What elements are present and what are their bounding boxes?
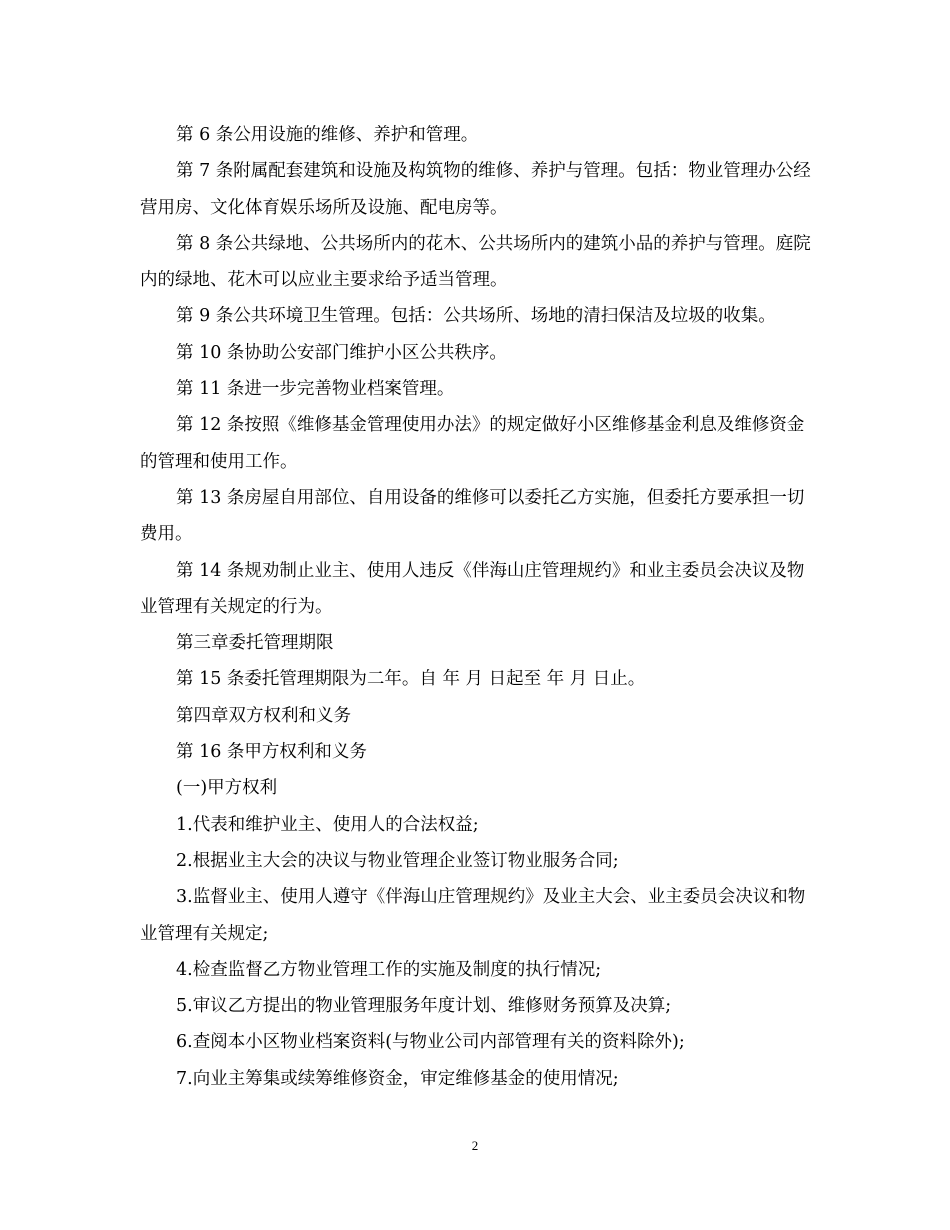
list-item-5: 5.审议乙方提出的物业管理服务年度计划、维修财务预算及决算; <box>176 996 672 1017</box>
paragraph-article-10: 第 10 条协助公安部门维护小区公共秩序。 <box>176 342 507 363</box>
page-number: 2 <box>471 1138 479 1153</box>
list-item-4: 4.检查监督乙方物业管理工作的实施及制度的执行情况; <box>176 959 602 980</box>
paragraph-article-9: 第 9 条公共环境卫生管理。包括：公共场所、场地的清扫保洁及垃圾的收集。 <box>176 306 776 327</box>
section-heading-party-a-rights: (一)甲方权利 <box>176 778 278 799</box>
paragraph-article-11: 第 11 条进一步完善物业档案管理。 <box>176 379 455 400</box>
list-item-2: 2.根据业主大会的决议与物业管理企业签订物业服务合同; <box>176 850 619 871</box>
paragraph-article-7: 第 7 条附属配套建筑和设施及构筑物的维修、养护与管理。包括：物业管理办公经营用房、文化体育娱乐场所及设施、配电房等。 <box>140 161 811 218</box>
paragraph-article-13: 第 13 条房屋自用部位、自用设备的维修可以委托乙方实施，但委托方要承担一切费用。 <box>140 487 805 545</box>
list-item-6: 6.查阅本小区物业档案资料(与物业公司内部管理有关的资料除外); <box>176 1032 685 1053</box>
document-body <box>140 117 812 1097</box>
paragraph-article-16: 第 16 条甲方权利和义务 <box>176 742 367 763</box>
paragraph-article-14: 第 14 条规劝制止业主、使用人违反《伴海山庄管理规约》和业主委员会决议及物业管理有关规定的行为。 <box>140 560 805 617</box>
paragraph-article-15: 第 15 条委托管理期限为二年。自 年 月 日起至 年 月 日止。 <box>176 669 646 690</box>
paragraph-article-12: 第 12 条按照《维修基金管理使用办法》的规定做好小区维修基金利息及维修资金的管理和使用工作。 <box>140 415 805 472</box>
chapter-heading-3: 第三章委托管理期限 <box>176 633 334 654</box>
list-item-1: 1.代表和维护业主、使用人的合法权益; <box>176 814 479 835</box>
paragraph-article-8: 第 8 条公共绿地、公共场所内的花木、公共场所内的建筑小品的养护与管理。庭院内的绿地、花木可以应业主要求给予适当管理。 <box>140 233 811 291</box>
chapter-heading-4: 第四章双方权利和义务 <box>176 705 351 726</box>
list-item-7: 7.向业主筹集或续筹维修资金，审定维修基金的使用情况; <box>176 1068 619 1089</box>
paragraph-article-6: 第 6 条公用设施的维修、养护和管理。 <box>176 125 479 145</box>
list-item-3: 3.监督业主、使用人遵守《伴海山庄管理规约》及业主大会、业主委员会决议和物业管理有关规定; <box>140 887 806 944</box>
